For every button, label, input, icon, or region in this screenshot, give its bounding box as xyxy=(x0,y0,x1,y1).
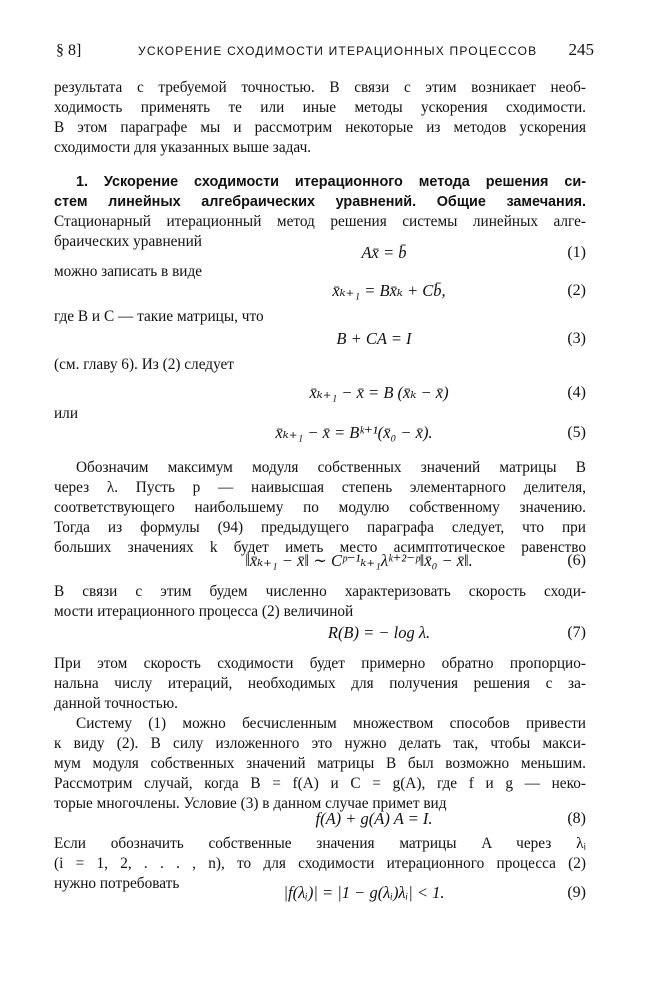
equation-formula: x̄ₖ₊₁ − x̄ = Bᵏ⁺¹(x̄₀ − x̄). xyxy=(275,423,433,442)
text-line: (i = 1, 2, . . . , n), то для сходимости итерационного процесса (2) xyxy=(54,855,586,872)
text-line: (см. главу 6). Из (2) следует xyxy=(54,356,234,373)
text-line: через λ. Пусть p — наивысшая степень элементарного делителя, xyxy=(54,479,586,496)
running-title: УСКОРЕНИЕ СХОДИМОСТИ ИТЕРАЦИОННЫХ ПРОЦЕССОВ xyxy=(138,44,538,58)
equation-formula: x̄ₖ₊₁ = Bx̄ₖ + Cb̄, xyxy=(332,281,446,300)
equation-formula: B + CA = I xyxy=(336,329,412,348)
equation-formula: |f(λᵢ)| = |1 − g(λᵢ)λᵢ| < 1. xyxy=(283,883,445,902)
text-line: Обозначим максимум модуля собственных значений матрицы B xyxy=(76,459,586,476)
equation-3 xyxy=(54,326,586,352)
equation-formula: f(A) + g(A) A = I. xyxy=(315,809,433,828)
equation-5 xyxy=(54,420,586,446)
equation-number: (5) xyxy=(567,424,586,441)
equation-6 xyxy=(54,548,586,574)
equation-number: (3) xyxy=(567,330,586,347)
text-line: соответствующего наибольшему по модулю собственному значению. xyxy=(54,499,586,516)
equation-9 xyxy=(54,880,586,906)
equation-number: (7) xyxy=(567,624,586,641)
text-line: браических уравнений xyxy=(54,233,202,250)
equation-formula: Ax̄ = b̄ xyxy=(361,243,407,262)
text-line: сходимости для указанных выше задач. xyxy=(54,139,312,156)
text-line: В связи с этим будем численно характеризовать скорость сходи- xyxy=(54,583,586,600)
equation-4 xyxy=(54,380,586,406)
equation-number: (2) xyxy=(567,282,586,299)
running-header xyxy=(54,40,594,62)
text-line: ходимость применять те или иные методы ускорения сходимости. xyxy=(54,99,586,116)
page-number: 245 xyxy=(568,40,594,59)
equation-2 xyxy=(54,278,586,304)
text-line: Если обозначить собственные значения матрицы A через λᵢ xyxy=(54,835,586,852)
text-line: Рассмотрим случай, когда B = f(A) и C = g(A), где f и g — неко- xyxy=(54,775,586,792)
book-page xyxy=(54,0,594,1000)
text-line: Тогда из формулы (94) предыдущего параграфа следует, что при xyxy=(54,519,586,536)
equation-formula: x̄ₖ₊₁ − x̄ = B (x̄ₖ − x̄) xyxy=(309,383,449,402)
text-line: Стационарный итерационный метод решения системы линейных алге- xyxy=(54,213,586,230)
equation-number: (6) xyxy=(567,552,586,569)
text-line: нужно потребовать xyxy=(54,875,180,892)
text-line: нальна числу итераций, необходимых для получения решения с за- xyxy=(54,675,586,692)
equation-formula: R(B) = − log λ. xyxy=(327,623,431,642)
text-line: Систему (1) можно бесчисленным множеством способов привести xyxy=(76,715,586,732)
text-line: к виду (2). В силу изложенного это нужно делать так, чтобы макси- xyxy=(54,735,586,752)
equation-number: (1) xyxy=(567,244,586,261)
text-line: мости итерационного процесса (2) величиной xyxy=(54,603,354,620)
text-line: больших значениях k будет иметь место асимптотическое равенство xyxy=(54,539,586,556)
equation-number: (9) xyxy=(567,884,586,901)
subsection-title: 1. Ускорение сходимости итерационного метода решения си- xyxy=(76,174,586,190)
equation-7 xyxy=(54,620,586,646)
text-line: или xyxy=(54,405,79,422)
text-line: данной точностью. xyxy=(54,695,178,712)
equation-number: (4) xyxy=(567,384,586,401)
text-line: мум модуля собственных значений матрицы B был возможно меньшим. xyxy=(54,755,586,772)
text-line: можно записать в виде xyxy=(54,263,203,280)
text-line: торые многочлены. Условие (3) в данном случае примет вид xyxy=(54,795,447,812)
text-line: где B и C — такие матрицы, что xyxy=(54,308,264,325)
section-marker: § 8] xyxy=(56,42,82,59)
text-line: При этом скорость сходимости будет примерно обратно пропорцио- xyxy=(54,655,586,672)
text-line: В этом параграфе мы и рассмотрим некоторые из методов ускорения xyxy=(54,119,586,136)
subsection-title: стем линейных алгебраических уравнений. Общие замечания. xyxy=(54,194,586,210)
equation-formula: ‖x̄ₖ₊₁ − x̄‖ ∼ Cᵖ⁻¹ₖ₊₁λᵏ⁺²⁻ᵖ‖x̄₀ − x̄‖. xyxy=(245,551,473,570)
equation-number: (8) xyxy=(567,810,586,827)
text-line: результата с требуемой точностью. В связи с этим возникает необ- xyxy=(54,79,586,96)
equation-8 xyxy=(54,806,586,832)
